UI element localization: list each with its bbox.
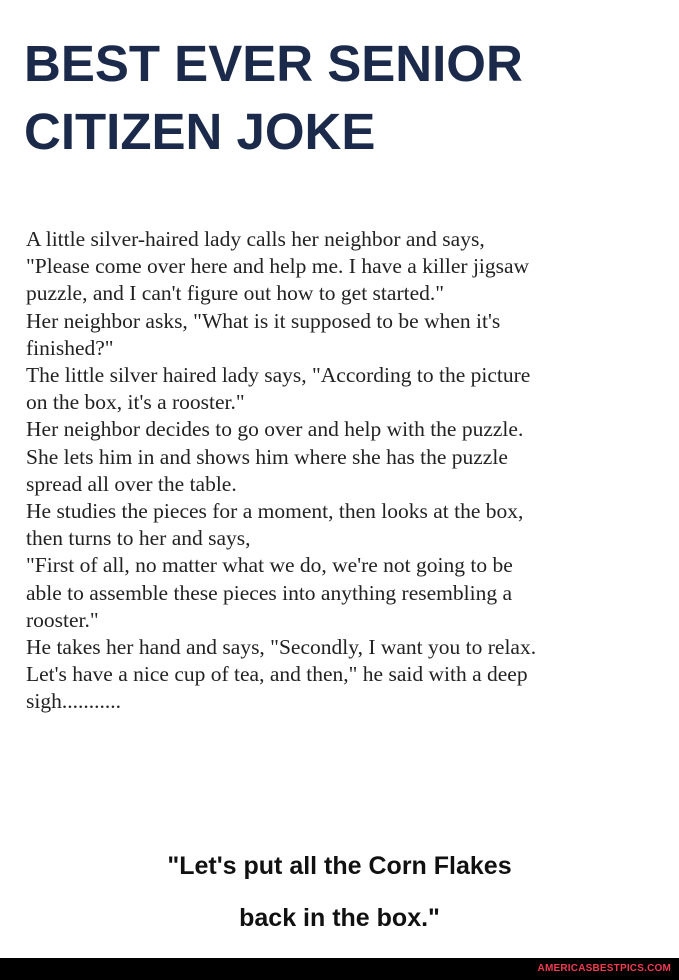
story-line: "Please come over here and help me. I have a killer jigsaw	[26, 254, 530, 279]
story-line: spread all over the table.	[26, 471, 237, 496]
story-line: Her neighbor asks, "What is it supposed to be when it's	[26, 308, 501, 333]
footer-bar	[0, 958, 679, 980]
story-line: puzzle, and I can't figure out how to get started."	[26, 281, 445, 306]
story-line: rooster."	[26, 607, 99, 632]
punchline-line: "Let's put all the Corn Flakes	[167, 852, 512, 880]
story-line: "First of all, no matter what we do, we're not going to be	[26, 553, 513, 578]
story-line: She lets him in and shows him where she has the puzzle	[26, 444, 508, 469]
story-line: able to assemble these pieces into anything resembling a	[26, 580, 512, 605]
story-line: He studies the pieces for a moment, then looks at the box,	[26, 499, 524, 524]
watermark-logo[interactable]: AMERICASBESTPICS.COM	[537, 963, 671, 974]
title-line: BEST EVER SENIOR	[24, 35, 523, 92]
story-line: Let's have a nice cup of tea, and then," he said with a deep	[26, 662, 528, 687]
story-line: on the box, it's a rooster."	[26, 390, 245, 415]
punchline	[0, 840, 679, 944]
story-line: then turns to her and says,	[26, 526, 251, 551]
story-line: He takes her hand and says, "Secondly, I want you to relax.	[26, 635, 537, 660]
punchline-line: back in the box."	[239, 904, 440, 932]
story-line: finished?"	[26, 335, 114, 360]
story-line: The little silver haired lady says, "According to the picture	[26, 363, 531, 388]
story-line: A little silver-haired lady calls her neighbor and says,	[26, 227, 485, 251]
story-text	[26, 226, 666, 716]
title-line: CITIZEN JOKE	[24, 103, 376, 160]
story-line: Her neighbor decides to go over and help with the puzzle.	[26, 417, 524, 442]
story-line: sigh...........	[26, 689, 121, 714]
page-title	[24, 30, 664, 166]
